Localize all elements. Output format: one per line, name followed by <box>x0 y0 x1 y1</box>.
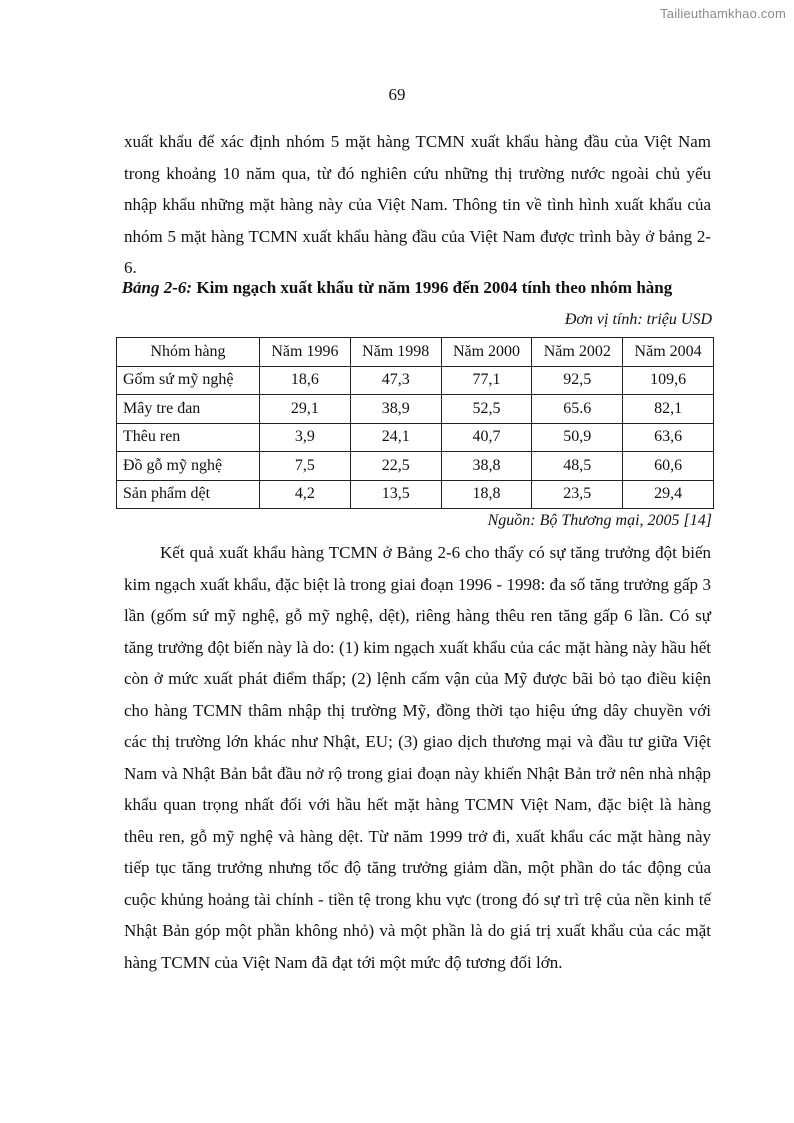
table-caption <box>0 278 794 298</box>
table-header-row <box>117 338 714 367</box>
row-label: Gốm sứ mỹ nghệ <box>117 366 260 395</box>
header-cell: Năm 2002 <box>532 338 623 367</box>
table-cell: 63,6 <box>623 423 714 452</box>
header-cell: Năm 1996 <box>260 338 351 367</box>
table-cell: 60,6 <box>623 452 714 481</box>
table-caption-text: Kim ngạch xuất khẩu từ năm 1996 đến 2004 tính theo nhóm hàng <box>192 278 673 297</box>
export-table <box>116 337 714 509</box>
table-cell: 29,1 <box>260 395 351 424</box>
header-cell: Năm 1998 <box>350 338 441 367</box>
table-cell: 18,6 <box>260 366 351 395</box>
table-cell: 65.6 <box>532 395 623 424</box>
table-cell: 24,1 <box>350 423 441 452</box>
table-cell: 92,5 <box>532 366 623 395</box>
table-cell: 38,8 <box>441 452 532 481</box>
table-cell: 109,6 <box>623 366 714 395</box>
table-cell: 18,8 <box>441 480 532 509</box>
table-cell: 3,9 <box>260 423 351 452</box>
row-label: Sản phẩm dệt <box>117 480 260 509</box>
table-cell: 52,5 <box>441 395 532 424</box>
table-cell: 50,9 <box>532 423 623 452</box>
table-caption-label: Bảng 2-6: <box>121 278 193 297</box>
header-cell: Nhóm hàng <box>117 338 260 367</box>
table-cell: 40,7 <box>441 423 532 452</box>
table-cell: 82,1 <box>623 395 714 424</box>
table-row <box>117 423 714 452</box>
table-cell: 23,5 <box>532 480 623 509</box>
row-label: Thêu ren <box>117 423 260 452</box>
table-source: Nguồn: Bộ Thương mại, 2005 [14] <box>487 512 712 529</box>
intro-paragraph: xuất khẩu để xác định nhóm 5 mặt hàng TCMN xuất khẩu hàng đầu của Việt Nam trong khoảng 10 năm qua, từ đó nghiên cứu những thị trường nước ngoài chủ yếu nhập khẩu những mặt hàng này của Việt Nam. Thông tin về tình hình xuất khẩu của nhóm 5 mặt hàng TCMN xuất khẩu hàng đầu của Việt Nam được trình bày ở bảng 2-6. <box>124 132 711 277</box>
table-row <box>117 366 714 395</box>
page-number: 69 <box>388 85 406 104</box>
row-label: Đồ gỗ mỹ nghệ <box>117 452 260 481</box>
table-cell: 48,5 <box>532 452 623 481</box>
table-cell: 77,1 <box>441 366 532 395</box>
table-cell: 22,5 <box>350 452 441 481</box>
table-cell: 47,3 <box>350 366 441 395</box>
table-cell: 7,5 <box>260 452 351 481</box>
table-row <box>117 452 714 481</box>
result-paragraph: Kết quả xuất khẩu hàng TCMN ở Bảng 2-6 cho thấy có sự tăng trưởng đột biến kim ngạch xuất khẩu, đặc biệt là trong giai đoạn 1996 - 1998: đa số tăng trưởng gấp 3 lần (gốm sứ mỹ nghệ, gỗ mỹ nghệ, dệt), riêng hàng thêu ren tăng gấp 6 lần. Có sự tăng trưởng đột biến này là do: (1) kim ngạch xuất khẩu của các mặt hàng này hầu hết còn ở mức xuất phát điểm thấp; (2) lệnh cấm vận của Mỹ được bãi bỏ tạo điều kiện cho hàng TCMN thâm nhập thị trường Mỹ, đồng thời tạo hiệu ứng dây chuyền với các thị trường lớn khác như Nhật, EU; (3) giao dịch thương mại và đầu tư giữa Việt Nam và Nhật Bản bắt đầu nở rộ trong giai đoạn này khiến Nhật Bản trở nên nhà nhập khẩu quan trọng nhất đối với hầu hết mặt hàng TCMN Việt Nam, đặc biệt là hàng thêu ren, gỗ mỹ nghệ và hàng dệt. Từ năm 1999 trở đi, xuất khẩu các mặt hàng này tiếp tục tăng trưởng nhưng tốc độ tăng trưởng giảm dần, một phần do tác động của cuộc khủng hoảng tài chính - tiền tệ trong khu vực (trong đó sự trì trệ của nền kinh tế Nhật Bản góp một phần không nhỏ) và một phần là do giá trị xuất khẩu của các mặt hàng TCMN của Việt Nam đã đạt tới một mức độ tương đối lớn. <box>124 543 711 972</box>
table-row <box>117 480 714 509</box>
table-cell: 13,5 <box>350 480 441 509</box>
table-cell: 38,9 <box>350 395 441 424</box>
row-label: Mây tre đan <box>117 395 260 424</box>
table-row <box>117 395 714 424</box>
table-cell: 29,4 <box>623 480 714 509</box>
watermark-text: Tailieuthamkhao.com <box>660 6 786 21</box>
header-cell: Năm 2000 <box>441 338 532 367</box>
header-cell: Năm 2004 <box>623 338 714 367</box>
table-unit: Đơn vị tính: triệu USD <box>564 311 712 328</box>
table-cell: 4,2 <box>260 480 351 509</box>
